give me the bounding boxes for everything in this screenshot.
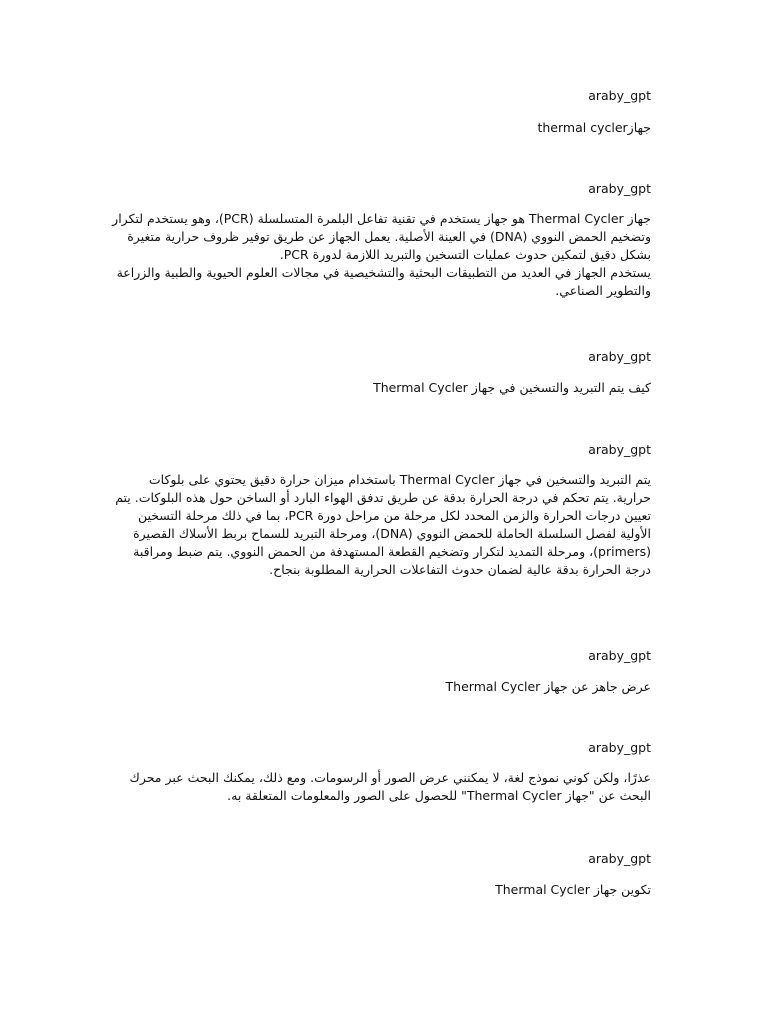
- message-paragraph: يستخدم الجهاز في العديد من التطبيقات البحثية والتشخيصية في مجالات العلوم الحيوية والطبية والزراعة والتطوير الصناعي.: [116, 265, 651, 298]
- message-text: [110, 678, 651, 696]
- speaker-label: araby_gpt: [588, 181, 651, 196]
- speaker-label: araby_gpt: [588, 740, 651, 755]
- speaker-label: araby_gpt: [588, 349, 651, 364]
- message-paragraph: تكوين جهاز Thermal Cycler: [495, 882, 651, 897]
- message-text: [110, 119, 651, 137]
- message-text: [110, 769, 651, 805]
- message-paragraph: جهاز Thermal Cycler هو جهاز يستخدم في تقنية تفاعل البلمرة المتسلسلة (PCR)، وهو يستخدم لتكرار وتضخيم الحمض النووي (DNA) في العينة الأصلية. يعمل الجهاز عن طريق توفير ظروف حرارية متغيرة بشكل دقيق لتمكين حدوث عمليات التسخين والتبريد اللازمة لدورة PCR.: [112, 211, 651, 262]
- message-paragraph: عذرًا، ولكن كوني نموذج لغة، لا يمكنني عرض الصور أو الرسومات. ومع ذلك، يمكنك البحث عبر محرك البحث عن "جهاز Thermal Cycler" للحصول على الصور والمعلومات المتعلقة به.: [129, 770, 651, 803]
- message-paragraph: كيف يتم التبريد والتسخين في جهاز Thermal Cycler: [373, 380, 651, 395]
- message-text: [110, 881, 651, 899]
- speaker-label: araby_gpt: [588, 648, 651, 663]
- speaker-label: araby_gpt: [588, 88, 651, 103]
- message-text: [110, 210, 651, 300]
- message-text: [110, 471, 651, 579]
- speaker-label: araby_gpt: [588, 851, 651, 866]
- speaker-label: araby_gpt: [588, 442, 651, 457]
- message-paragraph: يتم التبريد والتسخين في جهاز Thermal Cycler باستخدام ميزان حرارة دقيق يحتوي على بلوكات حرارية. يتم تحكم في درجة الحرارة بدقة عن طريق تدفق الهواء البارد أو الساخن حول هذه البلوكات. يتم تعيين درجات الحرارة والزمن المحدد لكل مرحلة من مراحل دورة PCR، بما في ذلك مرحلة التسخين الأولية لفصل السلسلة الحاملة للحمض النووي (DNA)، ومرحلة التبريد للسماح بربط الأسلاك القصيرة (primers)، ومرحلة التمديد لتكرار وتضخيم القطعة المستهدفة من الحمض النووي. يتم ضبط ومراقبة درجة الحرارة بدقة عالية لضمان حدوث التفاعلات الحرارية المطلوبة بنجاح.: [115, 472, 651, 577]
- message-text: [110, 379, 651, 397]
- message-paragraph: جهازthermal cycler: [537, 120, 651, 135]
- message-paragraph: عرض جاهز عن جهاز Thermal Cycler: [445, 679, 651, 694]
